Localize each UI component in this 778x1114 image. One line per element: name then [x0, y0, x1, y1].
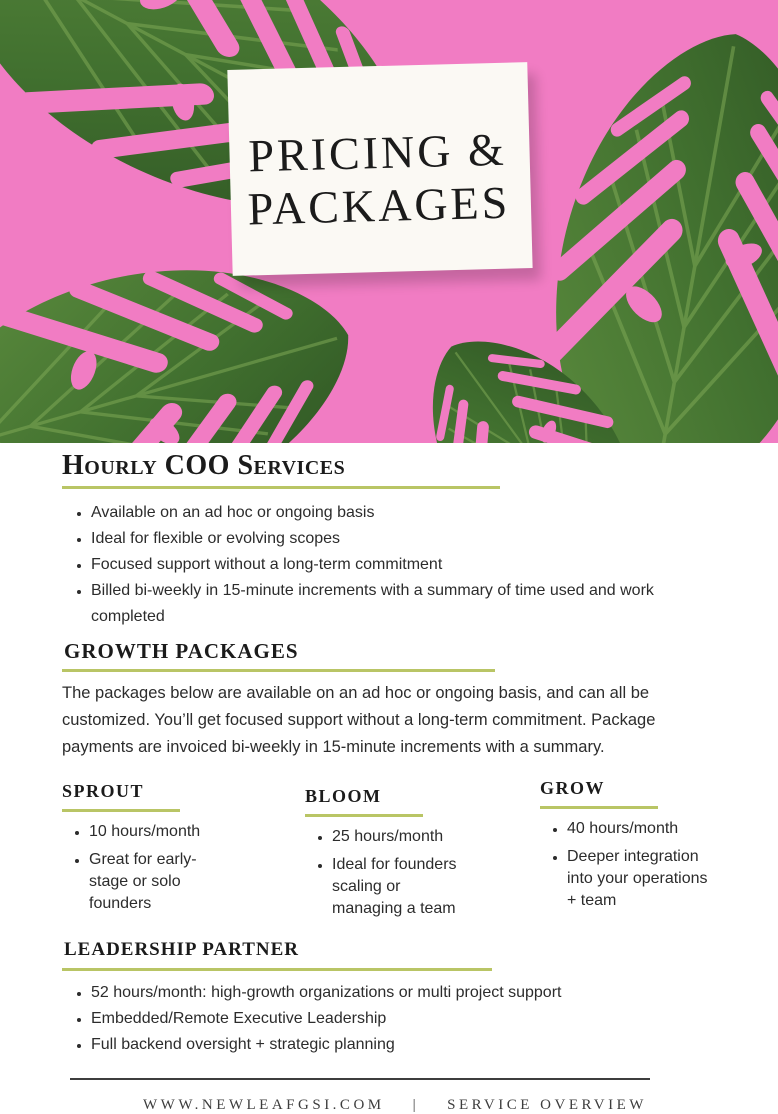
list-item: • Great for early-stage or solo founders [89, 849, 211, 915]
hero-image [0, 0, 778, 443]
card-title-line1: PRICING & [247, 123, 508, 182]
hourly-bullet-list [62, 500, 728, 630]
footer-divider [70, 1078, 650, 1080]
section-growth-packages [62, 640, 728, 761]
package-columns [62, 778, 728, 926]
package-bloom [305, 778, 540, 926]
list-item: • Ideal for founders scaling or managing a team [332, 854, 468, 920]
section-leadership-partner [62, 939, 728, 1058]
list-item: • Full backend oversight + strategic planning [91, 1032, 728, 1058]
page-footer [62, 1078, 728, 1114]
list-item: • Deeper integration into your operations + team [567, 846, 721, 912]
list-item: • Available on an ad hoc or ongoing basis [91, 500, 728, 526]
package-bullet-list [62, 821, 305, 915]
growth-description: The packages below are available on an ad hoc or ongoing basis, and can all be customized. You’ll get focused support without a long-term commitment. Package payments are invoiced bi-weekly in 15-minute increments with a summary. [62, 684, 656, 756]
package-name: GROW [540, 778, 606, 798]
list-item: • Embedded/Remote Executive Leadership [91, 1006, 728, 1032]
package-name: BLOOM [305, 786, 382, 806]
package-name-underline [540, 806, 658, 809]
list-item: • Billed bi-weekly in 15-minute increments with a summary of time used and work completed [91, 578, 728, 630]
package-grow [540, 778, 728, 926]
growth-heading-underline [62, 669, 495, 672]
list-item: • 40 hours/month [567, 818, 721, 840]
package-bullet-list [540, 818, 728, 912]
footer-website: WWW.NEWLEAFGSI.COM [143, 1097, 385, 1113]
list-item: • 25 hours/month [332, 826, 468, 848]
package-bullet-list [305, 826, 540, 920]
package-sprout [62, 778, 305, 926]
package-name: SPROUT [62, 781, 145, 801]
list-item: • 52 hours/month: high-growth organizations or multi project support [91, 980, 728, 1006]
leadership-section-heading: LEADERSHIP PARTNER [64, 939, 299, 960]
list-item: • Focused support without a long-term commitment [91, 552, 728, 578]
card-title-line2: PACKAGES [247, 176, 511, 235]
list-item: • 10 hours/month [89, 821, 211, 843]
section-hourly-coo-services [62, 452, 728, 630]
footer-label: SERVICE OVERVIEW [447, 1097, 647, 1113]
list-item: • Ideal for flexible or evolving scopes [91, 526, 728, 552]
footer-separator: | [412, 1097, 420, 1113]
package-name-underline [305, 814, 423, 817]
leadership-heading-underline [62, 968, 492, 971]
hourly-section-heading: Hourly COO Services [62, 450, 346, 481]
page-content [0, 452, 778, 1114]
leadership-bullet-list [62, 980, 728, 1058]
package-name-underline [62, 809, 180, 812]
growth-section-heading: GROWTH PACKAGES [64, 639, 299, 663]
hourly-heading-underline [62, 486, 500, 489]
